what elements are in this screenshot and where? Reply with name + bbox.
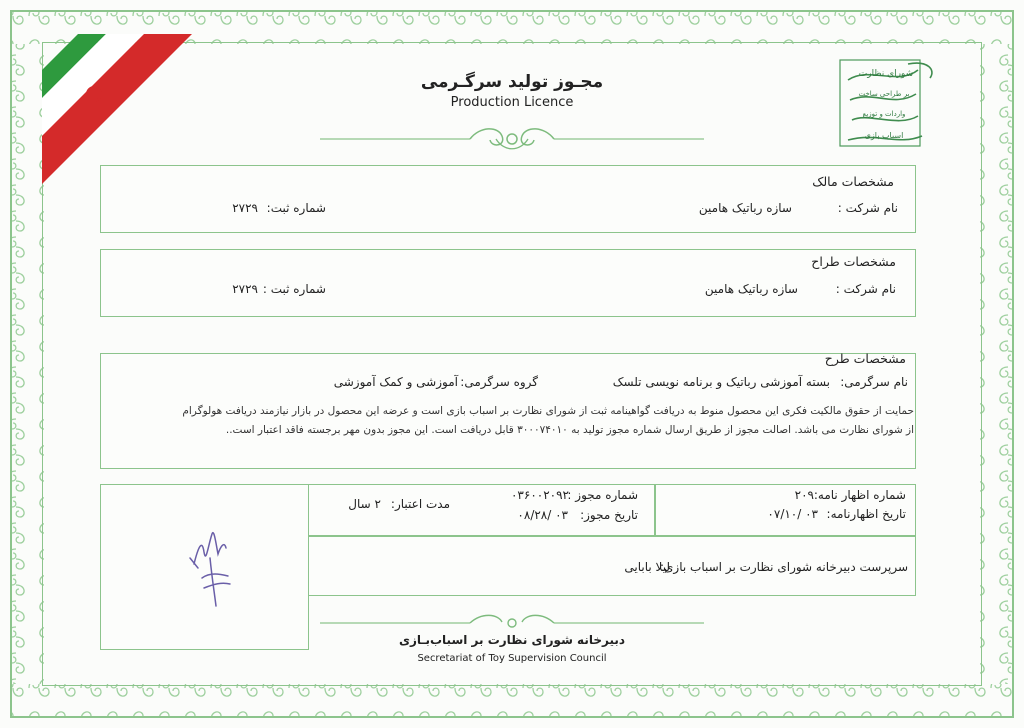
license-number-value: ۰۳۶۰۰۲۰۹۲ xyxy=(510,488,569,502)
owner-heading: مشخصات مالک xyxy=(812,174,894,189)
title-persian: مجـوز تولید سرگـرمی xyxy=(420,72,604,92)
title-english: Production Licence xyxy=(450,95,574,110)
designer-company-label: نام شرکت : xyxy=(835,282,896,296)
owner-registration-value: ۲۷۲۹ xyxy=(232,201,258,215)
owner-company-label: نام شرکت : xyxy=(837,201,898,215)
license-column-divider xyxy=(654,484,656,536)
owner-registration-label: شماره ثبت: xyxy=(266,201,326,215)
game-name-value: بسته آموزشی رباتیک و برنامه نویسی تلسک xyxy=(612,375,830,389)
svg-text:واردات و توزیع: واردات و توزیع xyxy=(862,110,906,118)
validity-label: مدت اعتبار: xyxy=(390,497,450,511)
owner-company-value: سازه رباتیک هامین xyxy=(698,201,792,215)
svg-text:شورای نظارت: شورای نظارت xyxy=(858,69,914,79)
design-heading: مشخصات طرح xyxy=(824,351,906,366)
svg-text:اسباب بازی: اسباب بازی xyxy=(864,131,904,140)
bottom-ornamental-divider xyxy=(320,612,704,634)
license-row-divider xyxy=(308,535,916,537)
license-date-value: ۰۳ /۰۸/۲۸ xyxy=(517,508,568,522)
svg-text:بر طراحی ساخت: بر طراحی ساخت xyxy=(858,90,910,98)
license-date-label: تاریخ مجوز: xyxy=(580,508,638,522)
design-description-line-2: از شورای نظارت می باشد. اصالت مجوز از طریق ارسال شماره مجوز تولید به ۳۰۰۰۷۴۰۱۰ قابل دریافت است. این مجوز بدون مهر برجسته فاقد اعتبار است.. xyxy=(225,424,914,436)
supervisor-name: لیلا بابایی xyxy=(624,560,670,574)
designer-company-value: سازه رباتیک هامین xyxy=(704,282,798,296)
supervisor-label: سرپرست دبیرخانه شورای نظارت بر اسباب بازی: xyxy=(660,560,908,574)
game-name-label: نام سرگرمی: xyxy=(840,375,908,389)
validity-value: ۲ سال xyxy=(348,497,381,511)
declaration-date-value: ۰۳ /۰۷/۱۰ xyxy=(767,507,818,521)
footer-org-persian: دبیرخانه شورای نظارت بر اسباب‌بـازی xyxy=(398,633,626,647)
designer-registration-value: ۲۷۲۹ xyxy=(232,282,258,296)
game-group-label: گروه سرگرمی: xyxy=(460,375,538,389)
declaration-number-value: ۲۰۹ xyxy=(794,488,814,502)
designer-registration-label: شماره ثبت : xyxy=(262,282,326,296)
footer-org-english: Secretariat of Toy Supervision Council xyxy=(417,653,607,664)
design-description-line-1: حمایت از حقوق مالکیت فکری این محصول منوط به دریافت گواهینامه ثبت از شورای نظارت بر اسباب بازی است و عرضه این محصول در بازار نیازمند دریافت هولوگرام xyxy=(182,405,914,417)
owner-section xyxy=(100,165,916,233)
declaration-number-label: شماره اظهار نامه: xyxy=(813,488,906,502)
ornamental-divider xyxy=(320,124,704,154)
license-number-label: شماره مجوز : xyxy=(567,488,638,502)
signature xyxy=(180,518,250,618)
game-group-value: آموزشی و کمک آموزشی xyxy=(333,375,458,389)
designer-heading: مشخصات طراح xyxy=(811,254,896,269)
declaration-date-label: تاریخ اظهارنامه: xyxy=(826,507,906,521)
